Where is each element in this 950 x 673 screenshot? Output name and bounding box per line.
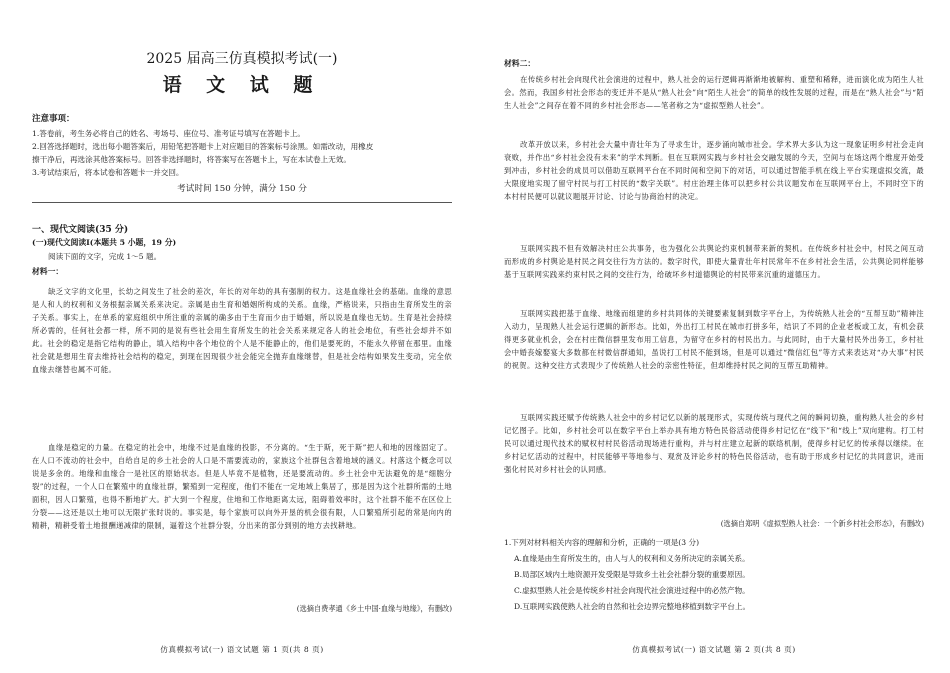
material-2-paragraph: 互联网实践不但有效解决村庄公共事务，也为强化公共舆论约束机制带来新的契机。在传统乡村社会中，村民之间互动而形成的乡村舆论是村民之间交往行为方法的。数字时代，即使大量青壮年村民常年不在乡村社会生活，公共舆论同样能够基于互联网实践来约束村民之间的交往行为，给破坏乡村道德舆论的村民带来沉重的道德压力。 [504, 244, 924, 279]
notice-item: 擦干净后，再选涂其他答案标号。回答非选择题时，将答案写在答题卡上，写在本试卷上无效。 [32, 155, 351, 164]
material-1-heading: 材料一： [32, 267, 64, 276]
subsection-heading: (一)现代文阅读Ⅰ(本题共 5 小题，19 分) [32, 238, 177, 247]
notice-item: 2.回答选择题时，选出每小题答案后，用铅笔把答题卡上对应题目的答案标号涂黑。如需改动，用橡皮 [32, 142, 374, 151]
notice-item: 3.考试结束后，将本试卷和答题卡一并交回。 [32, 168, 184, 177]
material-2-paragraph: 在传统乡村社会向现代社会演进的过程中，熟人社会的运行逻辑再渐渐地被解构、重塑和稀释，进而演化成为陌生人社会。然而，我国乡村社会形态的变迁并不是从“熟人社会”向“陌生人社会”的简单的线性发展的过程，而是在“熟人社会”与“陌生人社会”之间存在着不同的乡村社会形态——笔者称之为“虚拟型熟人社会”。 [504, 75, 924, 110]
divider [32, 202, 452, 203]
exam-time: 考试时间 150 分钟，满分 150 分 [177, 184, 307, 194]
material-1-paragraph: 血缘是稳定的力量。在稳定的社会中，地缘不过是血缘的投影，不分离的。“生于斯，死于斯”把人和地的因缘固定了。在人口不流动的社会中，自给自足的乡土社会的人口是不需要流动的，家族这个社群包含着地域的涵义。村落这个概念可以说是多余的。地缘和血缘合一是社区的原始状态。但是人毕竟不是植物，还是要流动的。乡土社会中无法避免的是“细胞分裂”的过程，一个人口在繁殖中的血缘社群，繁殖到一定程度，他们不能在一定地域上集居了，那是因为这个社群所需的土地面积，因人口繁殖，也得不断地扩大。扩大到一个程度，住地和工作地距离太远，阻碍着效率时，这个社群不能不在区位上分裂——这还是以土地可以无限扩张时说的。事实是，每个家族可以向外开垦的机会很有限，人口繁殖所引起的常是向内的精耕，精耕受着土地报酬递减律的限制，逼着这个社群分裂，分出来的部分到别的地方去找耕地。 [32, 443, 452, 530]
exam-subtitle: 语 文 试 题 [162, 74, 322, 96]
option-c: C.虚拟型熟人社会是传统乡村社会向现代社会演进过程中的必然产物。 [514, 586, 750, 595]
notice-heading: 注意事项： [32, 114, 75, 124]
option-d: D.互联网实践使熟人社会的自然和社会边界完整地移植到数字平台上。 [514, 602, 751, 611]
page-footer: 仿真模拟考试(一) 语文试题 第 1 页(共 8 页) [160, 645, 324, 654]
notice-item: 1.答卷前，考生务必将自己的姓名、考场号、座位号、准考证号填写在答题卡上。 [32, 129, 306, 138]
source-citation: (选摘自郑明《虚拟型熟人社会：一个新乡村社会形态》，有删改) [720, 519, 924, 528]
option-a: A.血缘是由生育所发生的，由人与人的权利和义务所决定的亲属关系。 [514, 554, 750, 563]
material-2-heading: 材料二： [504, 59, 536, 68]
instruction: 阅读下面的文字，完成 1～5 题。 [48, 252, 162, 261]
section-heading: 一、现代文阅读(35 分) [32, 225, 129, 235]
question-1: 1.下列对材料相关内容的理解和分析，正确的一项是(3 分) [504, 538, 700, 547]
material-1-paragraph: 缺乏文字的文化里，长幼之间发生了社会的差次，年长的对年幼的具有强制的权力。这是血缘社会的基础。血缘的意思是人和人的权利和义务根据亲属关系来决定。亲属是由生育和婚姻所构成的关系。血缘，严格说来，只指由生育所发生的亲子关系。事实上，在单系的家庭组织中所注重的亲属的确多由于生育而少由于婚姻，所以说是血缘也无妨。生育是社会持续所必需的，任何社会都一样，所不同的是说有些社会用生育所发生的社会关系来规定各人的社会地位，有些社会却并不如此。社会的稳定是指它结构的静止，填入结构中各个地位的个人是不能静止的，他们是要死的，不能永久停留在那里。血缘社会就是想用生育去维持社会结构的稳定，到现在因现很少社会能完全抛弃血缘继替，但是社会结构如果发生变动，完全依血缘去继替也属不可能。 [32, 287, 452, 374]
exam-title: 2025 届高三仿真模拟考试(一) [146, 51, 338, 67]
material-2-paragraph: 互联网实践还赋予传统熟人社会中的乡村记忆以新的展现形式，实现传统与现代之间的瞬间切换，重构熟人社会的乡村记忆图子。比如，乡村社会可以在数字平台上举办具有地方特色民俗活动使得乡村记忆在“线下”和“线上”双向建构。打工村民可以通过现代技术的赋权村村民俗活动现场进行重构，并与村庄建立起新的联络机制，使得乡村记忆的传承得以继续。在乡村记忆活动的过程中，村民能够平等地参与、观赏及评论乡村的特色民俗活动，也有助于形成乡村记忆的共同意识，进而强化村民对乡村社会的认同感。 [504, 413, 924, 474]
material-2-paragraph: 改革开放以来，乡村社会大量中青壮年为了寻求生计，逐步涌向城市社会。学术界大多认为这一现象证明乡村社会走向衰败，并作出“乡村社会没有未来”的学术判断。但在互联网实践与乡村社会交融发展的今天，空间与在场这两个维度开始受到冲击，乡村社会的成员可以借助互联网平台在不同时间和空间下的对话，可以通过智能手机在线上平台实现虚拟交流，最大限度地实现了留守村民与打工村民的“数字关联”。村庄治理主体可以把乡村公共议题发布在互联网平台上，不同时空下的本村村民便可以就议题展开讨论、讨论与协商治村的决定。 [504, 140, 924, 201]
page-footer: 仿真模拟考试(一) 语文试题 第 2 页(共 8 页) [632, 645, 796, 654]
source-citation: (选摘自费孝通《乡土中国·血缘与地缘》，有删改) [296, 604, 452, 613]
option-b: B.局部区域内土地资源开发受限是导致乡土社会社群分裂的重要原因。 [514, 570, 750, 579]
material-2-paragraph: 互联网实践把基于血缘、地缘而组建的乡村共同体的关键要素复制到数字平台上，为传统熟人社会的“互帮互助”精神注入动力，呈现熟人社会运行逻辑的新形态。比如，外出打工村民在城市打拼多年，结识了不同的企业老板或工友，有机会获得更多就业机会，会在村庄微信群里发布用工信息，为留守在乡村的村民出力。与此同时，由于大量村民外出务工，乡村社会中婚丧嫁娶宴大多数都在村微信群通知，虽说打工村民不能到场，但是可以通过“微信红包”等方式来表达对“办大事”村民的祝贺。这种交往方式表现少了传统熟人社会的亲密性特征，但却维持村民之间的互帮互助精神。 [504, 309, 924, 370]
